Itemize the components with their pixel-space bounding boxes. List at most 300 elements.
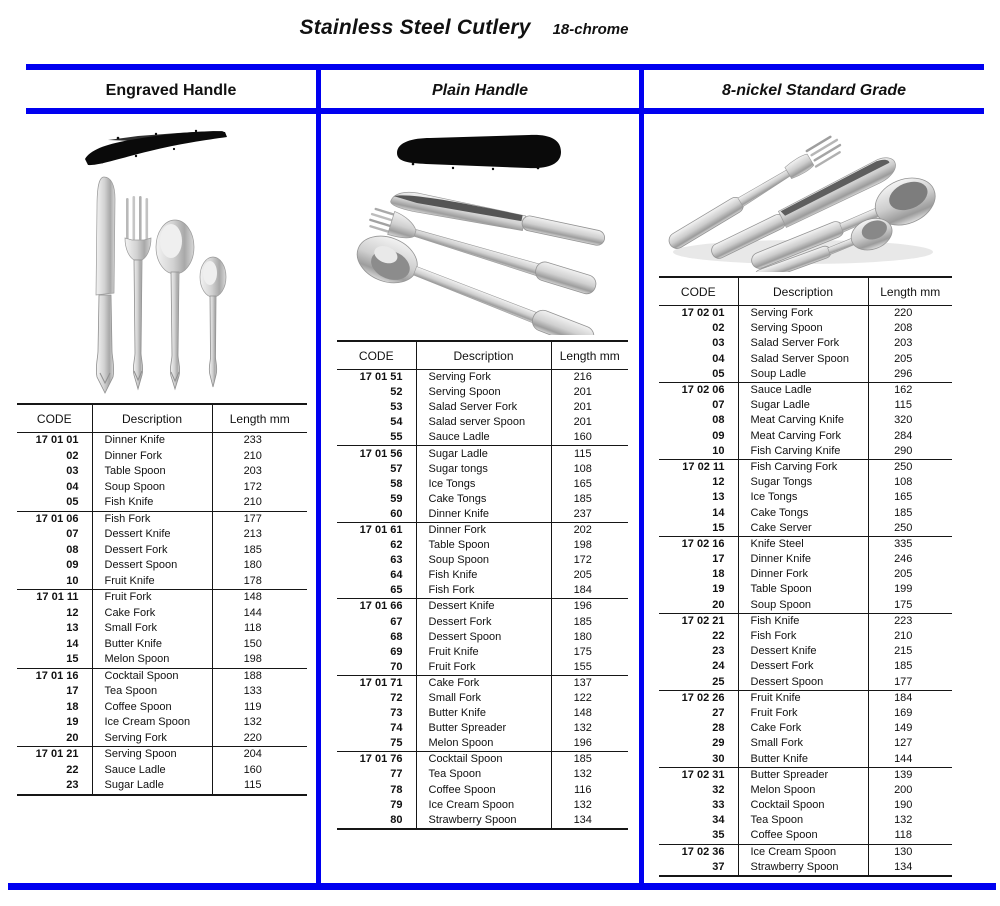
cell-description: Fruit Knife bbox=[92, 574, 212, 590]
cell-description: Ice Cream Spoon bbox=[738, 844, 868, 860]
cell-length: 184 bbox=[573, 584, 592, 597]
table-row bbox=[659, 505, 952, 520]
cell-code: 17 01 51 bbox=[337, 370, 416, 386]
cell-length: 202 bbox=[551, 522, 628, 538]
cell-length: 237 bbox=[573, 507, 592, 520]
cell-description: Ice Tongs bbox=[738, 490, 868, 505]
cell-description: Ice Cream Spoon bbox=[92, 715, 212, 731]
cell-description: Fruit Fork bbox=[738, 706, 868, 721]
cell-code: 28 bbox=[659, 721, 738, 736]
table-row bbox=[17, 747, 307, 763]
cell-length: 184 bbox=[868, 690, 952, 706]
cell-description: Soup Ladle bbox=[738, 367, 868, 383]
page-title-text: Stainless Steel Cutlery bbox=[299, 16, 531, 39]
cell-length: 175 bbox=[573, 645, 592, 658]
cell-length: 190 bbox=[894, 799, 913, 812]
column-header-description: Description bbox=[416, 341, 551, 370]
cell-description: Table Spoon bbox=[738, 582, 868, 597]
table-row bbox=[659, 751, 952, 767]
table-row bbox=[337, 721, 628, 736]
cell-description: Sauce Ladle bbox=[92, 763, 212, 779]
cell-code: 14 bbox=[17, 637, 92, 653]
cell-code: 37 bbox=[659, 860, 738, 876]
cell-code: 07 bbox=[659, 398, 738, 413]
cell-description: Sugar Ladle bbox=[738, 398, 868, 413]
table-row bbox=[337, 645, 628, 660]
cell-description: Salad Server Fork bbox=[416, 400, 551, 415]
table-row bbox=[17, 449, 307, 465]
cell-code: 17 02 06 bbox=[659, 382, 738, 398]
cell-length: 203 bbox=[243, 465, 262, 478]
cell-description: Cocktail Spoon bbox=[92, 668, 212, 684]
cell-code: 05 bbox=[17, 495, 92, 511]
cell-length: 133 bbox=[243, 685, 262, 698]
cell-length: 185 bbox=[243, 543, 262, 556]
column-header-length: Length mm bbox=[212, 404, 307, 433]
cell-code: 54 bbox=[337, 415, 416, 430]
cell-length: 148 bbox=[212, 590, 307, 606]
table-row bbox=[659, 429, 952, 444]
cell-description: Dinner Knife bbox=[92, 433, 212, 449]
cell-description: Melon Spoon bbox=[738, 783, 868, 798]
cell-code: 67 bbox=[337, 615, 416, 630]
cell-length: 116 bbox=[573, 783, 592, 796]
table-row bbox=[659, 536, 952, 552]
table-row bbox=[659, 613, 952, 629]
cell-description: Dessert Knife bbox=[92, 527, 212, 543]
table-row bbox=[659, 490, 952, 505]
cell-code: 68 bbox=[337, 630, 416, 645]
cell-description: Serving Fork bbox=[92, 731, 212, 747]
cell-code: 17 01 56 bbox=[337, 446, 416, 462]
cell-length: 177 bbox=[212, 511, 307, 527]
cell-description: Fruit Knife bbox=[738, 690, 868, 706]
cell-length: 132 bbox=[573, 768, 592, 781]
cell-code: 72 bbox=[337, 691, 416, 706]
cell-length: 290 bbox=[894, 444, 913, 457]
cell-code: 32 bbox=[659, 783, 738, 798]
cell-description: Dessert Fork bbox=[738, 659, 868, 674]
cell-length: 118 bbox=[243, 622, 262, 635]
cell-length: 185 bbox=[894, 506, 913, 519]
table-row bbox=[17, 433, 307, 449]
cell-code: 30 bbox=[659, 751, 738, 767]
cell-description: Sugar Ladle bbox=[416, 446, 551, 462]
cell-length: 185 bbox=[573, 615, 592, 628]
cell-description: Sugar Tongs bbox=[738, 475, 868, 490]
cell-code: 13 bbox=[659, 490, 738, 505]
column-header-8-nickel: 8-nickel Standard Grade bbox=[721, 82, 907, 99]
table-row bbox=[659, 644, 952, 659]
cell-description: Salad Server Spoon bbox=[738, 352, 868, 367]
cell-length: 180 bbox=[573, 630, 592, 643]
nickel-grade-cutlery-photo bbox=[653, 112, 975, 272]
cell-code: 70 bbox=[337, 660, 416, 676]
cell-code: 13 bbox=[17, 621, 92, 637]
cell-length: 118 bbox=[894, 829, 913, 842]
cell-description: Serving Spoon bbox=[92, 747, 212, 763]
engraved-handle-brush-stroke bbox=[85, 130, 227, 165]
cell-length: 139 bbox=[868, 767, 952, 783]
cell-description: Serving Spoon bbox=[738, 321, 868, 336]
cell-length: 175 bbox=[894, 598, 913, 611]
cell-code: 17 01 16 bbox=[17, 668, 92, 684]
cell-code: 17 bbox=[659, 552, 738, 567]
cell-description: Salad server Spoon bbox=[416, 415, 551, 430]
cell-length: 185 bbox=[894, 660, 913, 673]
cell-length: 149 bbox=[894, 722, 913, 735]
engraved-handle-cutlery-photo bbox=[78, 125, 293, 400]
table-row bbox=[659, 444, 952, 460]
cell-length: 115 bbox=[243, 779, 262, 792]
cell-length: 148 bbox=[573, 707, 592, 720]
table-header-row bbox=[17, 404, 307, 433]
column-header-description: Description bbox=[738, 277, 868, 306]
cell-description: Small Fork bbox=[416, 691, 551, 706]
cell-description: Butter Spreader bbox=[738, 767, 868, 783]
cell-length: 200 bbox=[894, 783, 913, 796]
cell-code: 24 bbox=[659, 659, 738, 674]
table-row bbox=[337, 706, 628, 721]
cell-code: 15 bbox=[659, 521, 738, 537]
table-row bbox=[337, 675, 628, 691]
column-header-length: Length mm bbox=[551, 341, 628, 370]
cell-description: Meat Carving Fork bbox=[738, 429, 868, 444]
table-row bbox=[659, 690, 952, 706]
cell-code: 03 bbox=[17, 464, 92, 480]
table-row bbox=[659, 813, 952, 828]
cell-code: 69 bbox=[337, 645, 416, 660]
table-row bbox=[659, 828, 952, 844]
page-title bbox=[0, 16, 928, 40]
cell-code: 19 bbox=[659, 582, 738, 597]
table-row bbox=[659, 413, 952, 428]
cell-description: Dessert Spoon bbox=[738, 675, 868, 691]
cell-code: 35 bbox=[659, 828, 738, 844]
cell-code: 17 bbox=[17, 684, 92, 700]
cell-code: 09 bbox=[17, 558, 92, 574]
cell-length: 203 bbox=[894, 337, 913, 350]
knife-illustration bbox=[96, 177, 115, 393]
cell-length: 320 bbox=[894, 414, 913, 427]
table-row bbox=[17, 543, 307, 559]
cell-description: Sugar Ladle bbox=[92, 778, 212, 795]
cell-code: 74 bbox=[337, 721, 416, 736]
table-row bbox=[659, 598, 952, 614]
cell-length: 216 bbox=[573, 371, 592, 384]
table-row bbox=[337, 813, 628, 829]
cell-description: Butter Knife bbox=[92, 637, 212, 653]
dessert-spoon-illustration bbox=[156, 220, 194, 389]
cell-description: Tea Spoon bbox=[416, 767, 551, 782]
table-row bbox=[337, 553, 628, 568]
table-row bbox=[17, 606, 307, 622]
cell-length: 185 bbox=[573, 492, 592, 505]
cell-code: 07 bbox=[17, 527, 92, 543]
cell-length: 335 bbox=[868, 536, 952, 552]
cell-description: Fish Knife bbox=[92, 495, 212, 511]
column-header-code: CODE bbox=[337, 341, 416, 370]
cell-description: Small Fork bbox=[738, 736, 868, 751]
column-header-description: Description bbox=[92, 404, 212, 433]
cell-code: 02 bbox=[17, 449, 92, 465]
cell-description: Sauce Ladle bbox=[416, 430, 551, 446]
cell-description: Cake Tongs bbox=[738, 505, 868, 520]
plain-handle-cutlery-photo bbox=[333, 128, 635, 335]
cell-code: 17 01 11 bbox=[17, 590, 92, 606]
cell-code: 17 01 76 bbox=[337, 752, 416, 768]
cell-length: 108 bbox=[894, 476, 913, 489]
cell-code: 17 01 21 bbox=[17, 747, 92, 763]
cell-length: 223 bbox=[868, 613, 952, 629]
cell-description: Small Fork bbox=[92, 621, 212, 637]
cell-description: Cake Fork bbox=[92, 606, 212, 622]
cell-length: 185 bbox=[551, 752, 628, 768]
cell-description: Soup Spoon bbox=[416, 553, 551, 568]
table-row bbox=[17, 731, 307, 747]
cell-description: Butter Spreader bbox=[416, 721, 551, 736]
cell-code: 15 bbox=[17, 652, 92, 668]
cell-length: 198 bbox=[573, 539, 592, 552]
table-row bbox=[659, 721, 952, 736]
cell-code: 18 bbox=[17, 700, 92, 716]
cell-length: 160 bbox=[573, 431, 592, 444]
cell-code: 75 bbox=[337, 736, 416, 752]
cell-length: 196 bbox=[551, 599, 628, 615]
cell-description: Serving Fork bbox=[416, 370, 551, 386]
cell-code: 55 bbox=[337, 430, 416, 446]
cell-length: 196 bbox=[573, 737, 592, 750]
cell-length: 178 bbox=[243, 574, 262, 587]
table-row bbox=[17, 527, 307, 543]
table-row bbox=[337, 462, 628, 477]
table-row bbox=[659, 552, 952, 567]
table-row bbox=[659, 521, 952, 537]
cell-description: Dessert Knife bbox=[416, 599, 551, 615]
table-row bbox=[659, 352, 952, 367]
table-row bbox=[659, 675, 952, 691]
cell-description: Ice Tongs bbox=[416, 477, 551, 492]
table-row bbox=[659, 706, 952, 721]
table-row bbox=[337, 477, 628, 492]
cell-length: 144 bbox=[243, 606, 262, 619]
cell-description: Dinner Knife bbox=[416, 507, 551, 523]
cell-length: 215 bbox=[894, 645, 913, 658]
cell-length: 160 bbox=[243, 763, 262, 776]
table-row bbox=[337, 538, 628, 553]
cell-length: 204 bbox=[212, 747, 307, 763]
cell-description: Cake Fork bbox=[416, 675, 551, 691]
cell-description: Coffee Spoon bbox=[416, 783, 551, 798]
table-row bbox=[337, 522, 628, 538]
cell-code: 62 bbox=[337, 538, 416, 553]
table-header-row bbox=[337, 341, 628, 370]
cell-code: 14 bbox=[659, 505, 738, 520]
table-row bbox=[337, 783, 628, 798]
nickel-grade-spec-table bbox=[659, 276, 952, 877]
cell-length: 284 bbox=[894, 429, 913, 442]
cell-code: 25 bbox=[659, 675, 738, 691]
plain-handle-spec-table bbox=[337, 340, 628, 830]
cell-length: 169 bbox=[894, 706, 913, 719]
table-row bbox=[659, 798, 952, 813]
cell-length: 144 bbox=[894, 752, 913, 765]
cell-code: 05 bbox=[659, 367, 738, 383]
cell-length: 210 bbox=[243, 449, 262, 462]
cell-code: 12 bbox=[659, 475, 738, 490]
table-row bbox=[337, 630, 628, 645]
table-row bbox=[337, 415, 628, 430]
cell-length: 130 bbox=[868, 844, 952, 860]
cell-description: Cake Tongs bbox=[416, 492, 551, 507]
cell-code: 22 bbox=[659, 629, 738, 644]
cell-description: Dessert Fork bbox=[416, 615, 551, 630]
cell-description: Dinner Fork bbox=[92, 449, 212, 465]
cell-length: 250 bbox=[894, 521, 913, 534]
table-row bbox=[659, 844, 952, 860]
cell-length: 205 bbox=[894, 352, 913, 365]
cell-description: Serving Fork bbox=[738, 306, 868, 322]
cell-code: 17 02 26 bbox=[659, 690, 738, 706]
cell-code: 17 01 66 bbox=[337, 599, 416, 615]
cell-length: 127 bbox=[894, 737, 913, 750]
column-header-code: CODE bbox=[659, 277, 738, 306]
cell-code: 17 01 61 bbox=[337, 522, 416, 538]
engraved-handle-spec-table bbox=[17, 403, 307, 796]
table-row bbox=[337, 798, 628, 813]
cell-length: 210 bbox=[894, 630, 913, 643]
cell-description: Butter Knife bbox=[416, 706, 551, 721]
cell-description: Fish Carving Fork bbox=[738, 459, 868, 475]
knife-illustration bbox=[390, 187, 606, 252]
cell-code: 60 bbox=[337, 507, 416, 523]
table-row bbox=[659, 367, 952, 383]
table-row bbox=[337, 507, 628, 523]
table-row bbox=[659, 767, 952, 783]
cell-code: 04 bbox=[659, 352, 738, 367]
cell-description: Cake Fork bbox=[738, 721, 868, 736]
table-row bbox=[337, 736, 628, 752]
column-divider-1 bbox=[316, 64, 321, 890]
cell-code: 57 bbox=[337, 462, 416, 477]
table-row bbox=[337, 385, 628, 400]
cell-code: 20 bbox=[17, 731, 92, 747]
cell-description: Serving Spoon bbox=[416, 385, 551, 400]
cell-length: 172 bbox=[573, 554, 592, 567]
cell-length: 188 bbox=[212, 668, 307, 684]
cell-description: Soup Spoon bbox=[738, 598, 868, 614]
cell-length: 132 bbox=[894, 814, 913, 827]
cell-code: 17 02 21 bbox=[659, 613, 738, 629]
cell-description: Knife Steel bbox=[738, 536, 868, 552]
cell-code: 20 bbox=[659, 598, 738, 614]
cell-code: 02 bbox=[659, 321, 738, 336]
table-row bbox=[659, 475, 952, 490]
cell-code: 65 bbox=[337, 583, 416, 599]
cell-length: 165 bbox=[573, 477, 592, 490]
cell-code: 17 01 71 bbox=[337, 675, 416, 691]
table-row bbox=[17, 715, 307, 731]
cell-description: Cake Server bbox=[738, 521, 868, 537]
cell-length: 213 bbox=[243, 528, 262, 541]
cell-code: 08 bbox=[17, 543, 92, 559]
table-row bbox=[659, 582, 952, 597]
cell-code: 23 bbox=[17, 778, 92, 795]
cell-length: 220 bbox=[243, 731, 262, 744]
cell-length: 132 bbox=[243, 716, 262, 729]
cell-length: 150 bbox=[243, 637, 262, 650]
tea-spoon-illustration bbox=[200, 257, 226, 387]
cell-code: 53 bbox=[337, 400, 416, 415]
cell-length: 132 bbox=[573, 722, 592, 735]
table-row bbox=[337, 691, 628, 706]
table-row bbox=[337, 767, 628, 782]
cell-description: Fruit Fork bbox=[92, 590, 212, 606]
cell-description: Strawberry Spoon bbox=[738, 860, 868, 876]
cell-length: 137 bbox=[551, 675, 628, 691]
cell-code: 33 bbox=[659, 798, 738, 813]
cell-length: 177 bbox=[894, 675, 913, 688]
table-row bbox=[17, 574, 307, 590]
cell-description: Fish Fork bbox=[416, 583, 551, 599]
table-row bbox=[17, 700, 307, 716]
table-row bbox=[17, 495, 307, 511]
cell-length: 208 bbox=[894, 322, 913, 335]
table-row bbox=[659, 459, 952, 475]
cell-code: 23 bbox=[659, 644, 738, 659]
table-row bbox=[659, 860, 952, 876]
cell-description: Fish Fork bbox=[92, 511, 212, 527]
cell-length: 155 bbox=[573, 660, 592, 673]
cell-length: 201 bbox=[573, 401, 592, 414]
table-row bbox=[659, 321, 952, 336]
cell-code: 77 bbox=[337, 767, 416, 782]
cell-description: Cocktail Spoon bbox=[416, 752, 551, 768]
cell-code: 22 bbox=[17, 763, 92, 779]
cell-length: 198 bbox=[243, 653, 262, 666]
cell-code: 27 bbox=[659, 706, 738, 721]
cell-code: 17 02 11 bbox=[659, 459, 738, 475]
table-row bbox=[17, 511, 307, 527]
cell-description: Sugar tongs bbox=[416, 462, 551, 477]
table-row bbox=[337, 446, 628, 462]
cell-length: 172 bbox=[243, 480, 262, 493]
cell-length: 134 bbox=[894, 860, 913, 873]
cell-length: 108 bbox=[573, 462, 592, 475]
cell-length: 201 bbox=[573, 386, 592, 399]
cell-length: 122 bbox=[573, 692, 592, 705]
cell-length: 115 bbox=[894, 399, 913, 412]
table-row bbox=[337, 400, 628, 415]
table-row bbox=[17, 621, 307, 637]
cell-code: 04 bbox=[17, 480, 92, 496]
table-row bbox=[337, 370, 628, 386]
cell-code: 17 02 16 bbox=[659, 536, 738, 552]
table-row bbox=[17, 778, 307, 795]
column-header-length: Length mm bbox=[868, 277, 952, 306]
cell-code: 17 02 01 bbox=[659, 306, 738, 322]
table-header-row bbox=[659, 277, 952, 306]
table-row bbox=[337, 568, 628, 583]
cell-description: Dessert Spoon bbox=[416, 630, 551, 645]
cell-code: 19 bbox=[17, 715, 92, 731]
table-row bbox=[17, 652, 307, 668]
table-row bbox=[337, 430, 628, 446]
table-row bbox=[659, 382, 952, 398]
cell-length: 220 bbox=[894, 307, 913, 320]
cell-length: 180 bbox=[243, 559, 262, 572]
cell-description: Meat Carving Knife bbox=[738, 413, 868, 428]
